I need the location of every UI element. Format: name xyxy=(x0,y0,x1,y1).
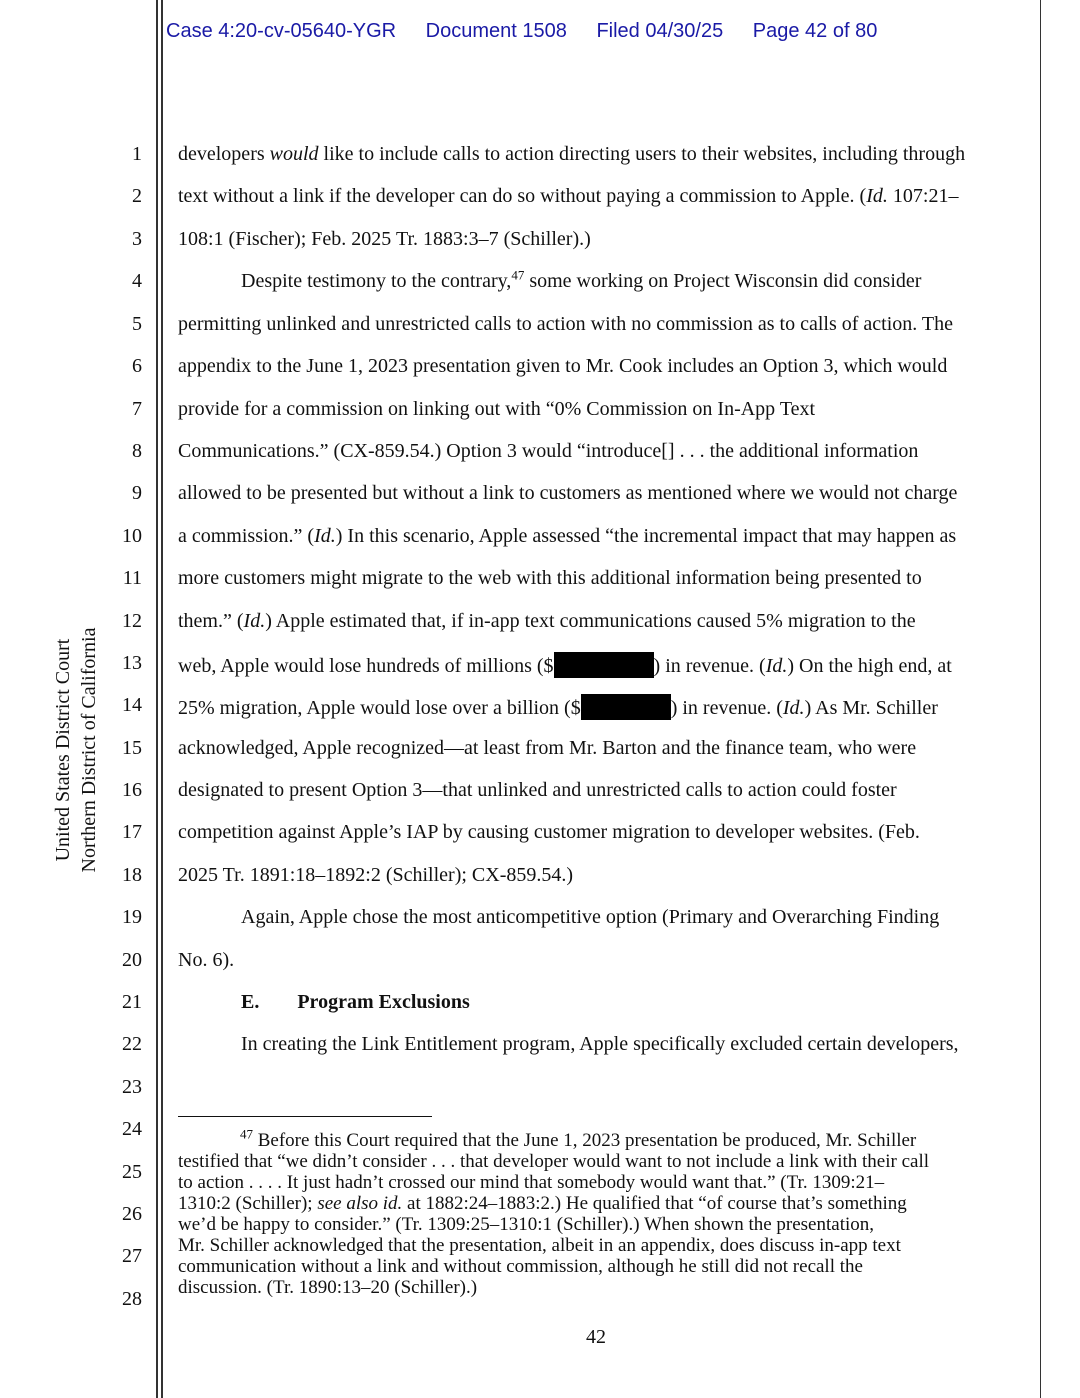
text-line: No. 6). xyxy=(178,949,235,971)
footnote-separator xyxy=(178,1116,432,1117)
text-line: 2025 Tr. 1891:18–1892:2 (Schiller); CX-859.54.) xyxy=(178,864,574,886)
line-number: 26 xyxy=(122,1203,142,1225)
text-line: competition against Apple’s IAP by causing customer migration to developer websites. (Feb. xyxy=(178,821,920,843)
line-number: 24 xyxy=(122,1118,142,1140)
document-number: Document 1508 xyxy=(425,20,567,42)
line-number: 12 xyxy=(122,610,142,632)
line-number: 25 xyxy=(122,1161,142,1183)
line-number: 21 xyxy=(122,991,142,1013)
section-title: Program Exclusions xyxy=(297,991,470,1013)
line-number: 8 xyxy=(132,440,142,462)
text-line: allowed to be presented but without a link to customers as mentioned where we would not charge xyxy=(178,482,958,504)
district-name: Northern District of California xyxy=(78,627,100,873)
page-indicator: Page 42 of 80 xyxy=(752,20,878,42)
line-number: 14 xyxy=(122,694,142,716)
line-number: 4 xyxy=(132,270,142,292)
section-letter: E. xyxy=(241,991,260,1013)
line-number: 7 xyxy=(132,398,142,420)
text-line: 108:1 (Fischer); Feb. 2025 Tr. 1883:3–7 (Schiller).) xyxy=(178,228,591,250)
page-number: 42 xyxy=(586,1326,606,1348)
line-number: 13 xyxy=(122,652,142,674)
text-line: designated to present Option 3—that unlinked and unrestricted calls to action could foster xyxy=(178,779,897,801)
text-line: Communications.” (CX-859.54.) Option 3 would “introduce[] . . . the additional information xyxy=(178,440,919,462)
line-number: 6 xyxy=(132,355,142,377)
left-margin-rule xyxy=(156,0,158,1398)
line-number: 20 xyxy=(122,949,142,971)
document-header xyxy=(166,20,901,43)
line-number: 9 xyxy=(132,482,142,504)
text-line: a commission.” (Id.) In this scenario, Apple assessed “the incremental impact that may happen as xyxy=(178,525,957,547)
line-number: 10 xyxy=(122,525,142,547)
line-number: 17 xyxy=(122,821,142,843)
line-number: 22 xyxy=(122,1033,142,1055)
line-number: 28 xyxy=(122,1288,142,1310)
line-number: 19 xyxy=(122,906,142,928)
footnote-number: 47 xyxy=(240,1126,253,1142)
text-line: permitting unlinked and unrestricted calls to action with no commission as to calls of action. The xyxy=(178,313,954,335)
text-line: web, Apple would lose hundreds of millions ($ ) in revenue. (Id.) On the high end, at xyxy=(178,652,1028,678)
line-number: 1 xyxy=(132,143,142,165)
line-number: 27 xyxy=(122,1245,142,1267)
line-number: 18 xyxy=(122,864,142,886)
text-line: text without a link if the developer can do so without paying a commission to Apple. (Id. 107:21– xyxy=(178,185,959,207)
text-line: 25% migration, Apple would lose over a billion ($ ) in revenue. (Id.) As Mr. Schiller xyxy=(178,694,1028,720)
redaction-block xyxy=(581,694,671,720)
footnote: $^{47}$ Before this Court required that the June 1, 2023 presentation be produced, Mr. Schiller testified that “we didn’t consider . . . that developer would want to not include a link with their call to action . . . . It just hadn’t crossed our mind that somebody would want that.” (Tr. 1309:21– 1310:2 (Schiller); see also id. at 1882:24–1883:2.) He qualified that “of course that’s something we’d be happy to consider.” (Tr. 1309:25–1310:1 (Schiller).) When shown the presentation, Mr. Schiller acknowledged that the presentation, albeit in an appendix, does discuss in-app text communication without a link and without commission, although he still did not recall the discussion. (Tr. 1890:13–20 (Schiller).) xyxy=(178,1126,930,1298)
line-number: 3 xyxy=(132,228,142,250)
text-line: more customers might migrate to the web with this additional information being presented to xyxy=(178,567,922,589)
right-margin-rule xyxy=(1040,0,1041,1398)
left-margin-rule-2 xyxy=(161,0,163,1398)
line-number: 2 xyxy=(132,185,142,207)
text-line: acknowledged, Apple recognized—at least from Mr. Barton and the finance team, who were xyxy=(178,737,917,759)
text-line: appendix to the June 1, 2023 presentation given to Mr. Cook includes an Option 3, which would xyxy=(178,355,948,377)
section-heading xyxy=(241,991,1080,1013)
text-line: them.” (Id.) Apple estimated that, if in-app text communications caused 5% migration to the xyxy=(178,610,916,632)
text-line: In creating the Link Entitlement program, Apple specifically excluded certain developers, xyxy=(241,1033,959,1055)
text-line: Despite testimony to the contrary,$^{47}$ some working on Project Wisconsin did consider xyxy=(241,267,922,292)
line-number: 15 xyxy=(122,737,142,759)
filed-date: Filed 04/30/25 xyxy=(596,20,724,42)
footnote-marker: 47 xyxy=(511,267,525,283)
text-line: provide for a commission on linking out with “0% Commission on In-App Text xyxy=(178,398,816,420)
redaction-block xyxy=(554,652,654,678)
court-sidebar xyxy=(50,628,102,873)
court-name: United States District Court xyxy=(52,638,74,862)
case-number: Case 4:20-cv-05640-YGR xyxy=(166,20,397,42)
text-line: developers would like to include calls to action directing users to their websites, including through xyxy=(178,143,966,165)
line-number: 5 xyxy=(132,313,142,335)
line-number: 11 xyxy=(122,567,142,589)
text-line: Again, Apple chose the most anticompetitive option (Primary and Overarching Finding xyxy=(241,906,940,928)
line-number: 23 xyxy=(122,1076,142,1098)
line-number: 16 xyxy=(122,779,142,801)
